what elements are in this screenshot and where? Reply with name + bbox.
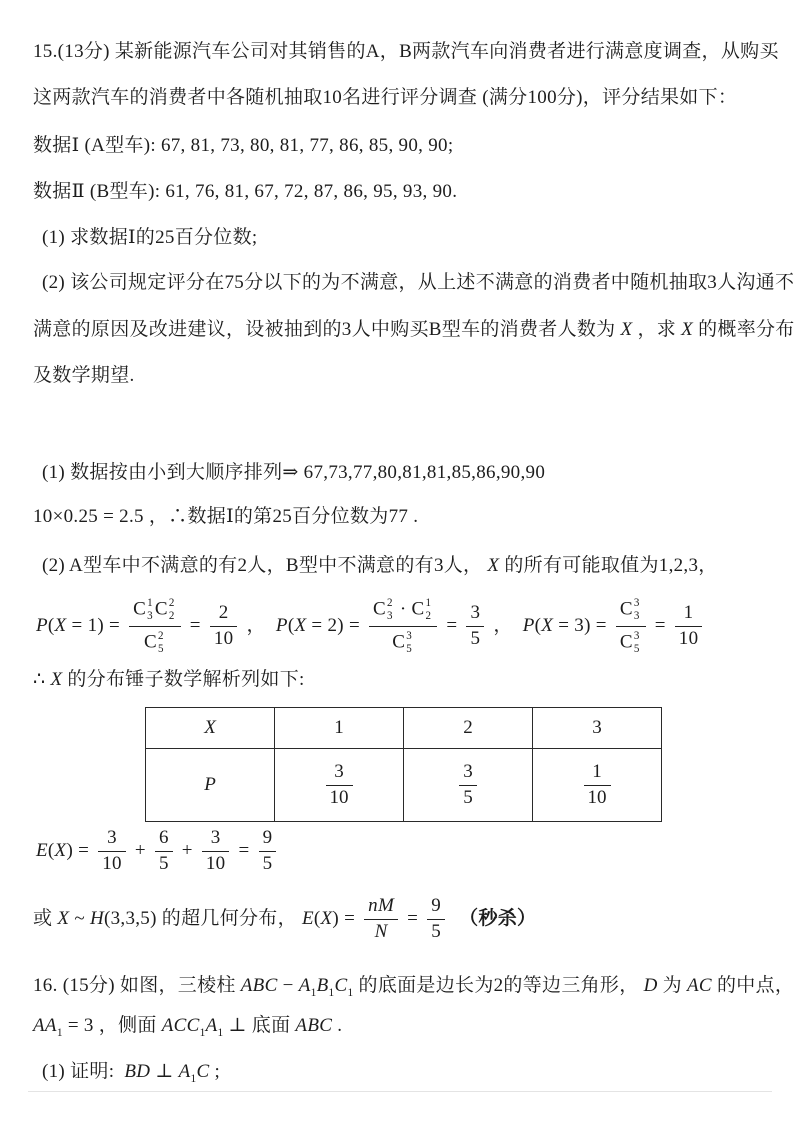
sol15-expectation: E(X) = $\frac{3}{10}$ + $\frac{6}{5}$ + $\frac{3}{10}$ = $\frac{9}{5}$ [36,828,280,875]
sol15-part1-line2: 10×0.25 = 2.5 ，∴数据Ⅰ的第25百分位数为77 . [33,506,419,527]
p16-stem-line1: 16. (15分) 如图，三棱柱 ABC − $A_1B_1C_1$ 的底面是边长为2的等边三角形， D 为 AC 的中点， [33,975,795,999]
table-cell-x1: 1 [275,708,404,749]
sol15-probability-formulas: P(X = 1) = C 1 3 C 2 2 C 2 5 = $\frac{2}{10}$ ， P(X = 2) = C 2 3 · C 1 2 C 3 5 = $\frac{3}{5}$ ， P(X = 3) = C 3 3 C 3 5 = $\frac{1}{10}$ [36,596,706,657]
p15-question2-line3: 及数学期望. [33,365,135,386]
table-cell-p3: $\frac{1}{10}$ [533,749,662,822]
page-divider [28,1091,772,1092]
sol15-part1-line1: (1) 数据按由小到大顺序排列⇒ 67,73,77,80,81,81,85,86,90,90 [42,462,546,483]
p16-stem-line2: $AA_1 = 3$ ，侧面 $ACC_1A_1$ ⊥ 底面 ABC . [33,1015,343,1039]
table-cell-p2: $\frac{3}{5}$ [404,749,533,822]
table-row-x [146,708,662,749]
p15-stem-line2: 这两款汽车的消费者中各随机抽取10名进行评分调查 (满分100分)，评分结果如下： [33,87,738,108]
table-cell-p1: $\frac{3}{10}$ [275,749,404,822]
table-cell-x3: 3 [533,708,662,749]
sol15-hypergeometric-alt: 或 X ~ H(3,3,5) 的超几何分布， E(X) = $\frac{nM}{N}$ = $\frac{9}{5}$ （秒杀） [33,895,537,942]
table-cell-p-label: P [146,749,275,822]
table-cell-x2: 2 [404,708,533,749]
p16-question1: (1) 证明: BD ⊥ $A_1C$ ; [42,1061,221,1085]
p15-question2-line2: 满意的原因及改进建议，设被抽到的3人中购买B型车的消费者人数为 X ，求 X 的概率分布 [33,319,795,340]
p15-data1: 数据Ⅰ (A型车): 67, 81, 73, 80, 81, 77, 86, 85, 90, 90; [33,135,454,156]
p15-question2-line1: (2) 该公司规定评分在75分以下的为不满意，从上述不满意的消费者中随机抽取3人沟通不 [42,272,795,293]
sol15-distribution-intro: ∴ X 的分布锤子数学解析列如下: [33,669,305,690]
table-cell-x-label: X [146,708,275,749]
sol15-part2-line1: (2) A型车中不满意的有2人，B型中不满意的有3人， X 的所有可能取值为1,2,3， [42,555,718,576]
p15-question1: (1) 求数据Ⅰ的25百分位数; [42,227,258,248]
distribution-table [145,707,662,822]
table-row-p [146,749,662,822]
p15-data2: 数据Ⅱ (B型车): 61, 76, 81, 67, 72, 87, 86, 95, 93, 90. [33,181,458,202]
p15-stem-line1: 15.(13分) 某新能源汽车公司对其销售的A，B两款汽车向消费者进行满意度调查，从购买 [33,41,779,62]
